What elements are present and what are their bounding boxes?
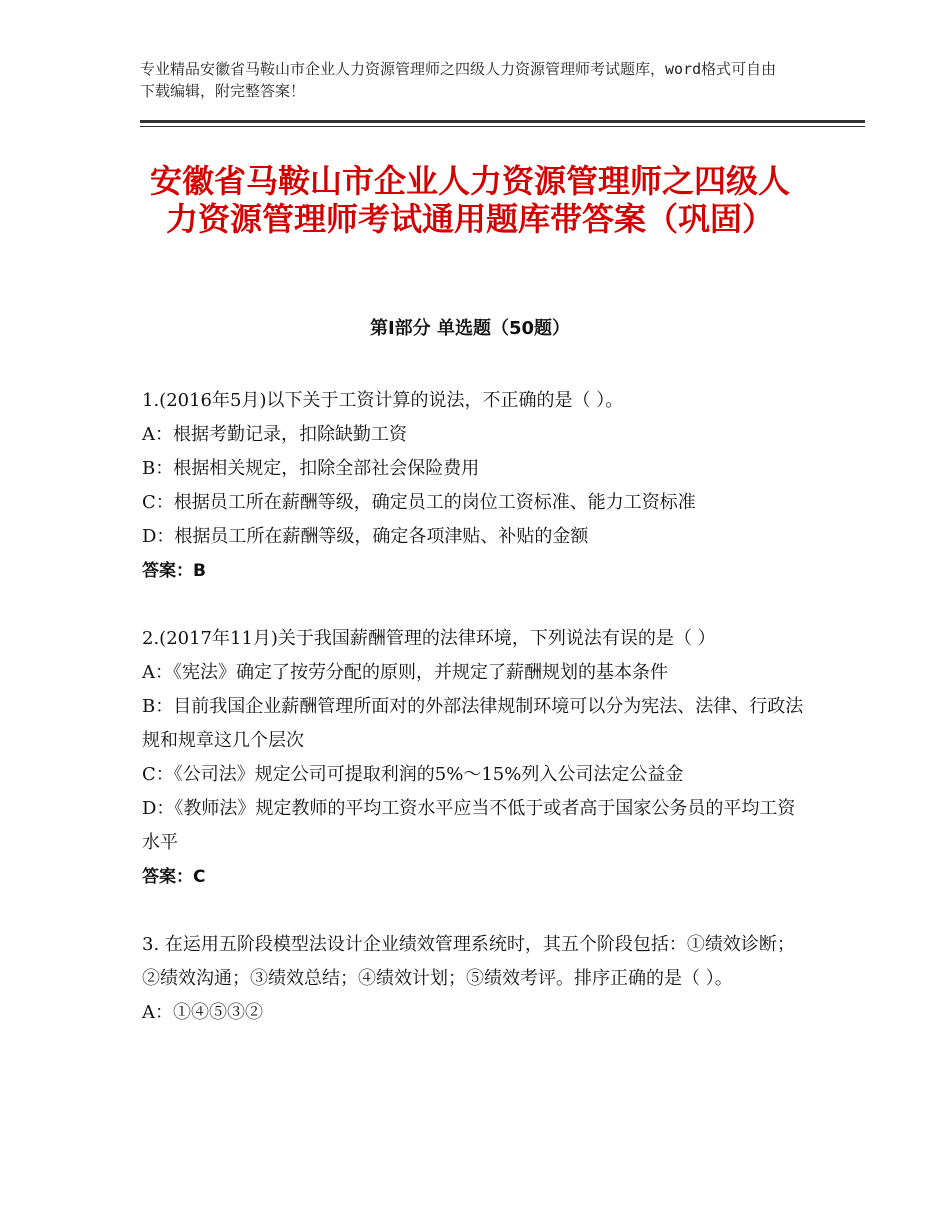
answer: 答案：B (142, 561, 206, 581)
option-c: C：根据员工所在薪酬等级，确定员工的岗位工资标准、能力工资标准 (142, 492, 696, 513)
option-c: C：《公司法》规定公司可提取利润的5%～15%列入公司法定公益金 (142, 764, 684, 785)
section-title: 第Ⅰ部分 单选题（50题） (369, 318, 570, 339)
option-a: A：《宪法》确定了按劳分配的原则，并规定了薪酬规划的基本条件 (142, 662, 668, 683)
question-stem: 2.(2017年11月)关于我国薪酬管理的法律环境，下列说法有误的是（ ） (142, 628, 716, 649)
header-note: 专业精品安徽省马鞍山市企业人力资源管理师之四级人力资源管理师考试题库，word格式可自由下载编辑，附完整答案！ (140, 60, 777, 100)
option-d: D：《教师法》规定教师的平均工资水平应当不低于或者高于国家公务员的平均工资水平 (142, 798, 796, 853)
header-divider-thick (140, 120, 865, 123)
question-1 (142, 384, 810, 588)
question-3 (142, 928, 810, 1030)
option-d: D：根据员工所在薪酬等级，确定各项津贴、补贴的金额 (142, 526, 589, 547)
question-stem: 1.(2016年5月)以下关于工资计算的说法，不正确的是（ ）。 (142, 390, 624, 411)
answer: 答案：C (142, 867, 206, 887)
question-stem: 3. 在运用五阶段模型法设计企业绩效管理系统时，其五个阶段包括：①绩效诊断；②绩效沟通；③绩效总结；④绩效计划；⑤绩效考评。排序正确的是（ ）。 (142, 934, 795, 989)
question-list (142, 384, 810, 1064)
option-b: B：根据相关规定，扣除全部社会保险费用 (142, 458, 480, 479)
option-a: A：根据考勤记录，扣除缺勤工资 (142, 424, 407, 445)
option-a: A：①④⑤③② (142, 1002, 263, 1023)
header-divider-thin (140, 126, 865, 127)
document-title: 安徽省马鞍山市企业人力资源管理师之四级人力资源管理师考试通用题库带答案（巩固） (149, 162, 790, 238)
option-b: B：目前我国企业薪酬管理所面对的外部法律规制环境可以分为宪法、法律、行政法规和规章这几个层次 (142, 696, 804, 751)
question-2 (142, 622, 810, 894)
